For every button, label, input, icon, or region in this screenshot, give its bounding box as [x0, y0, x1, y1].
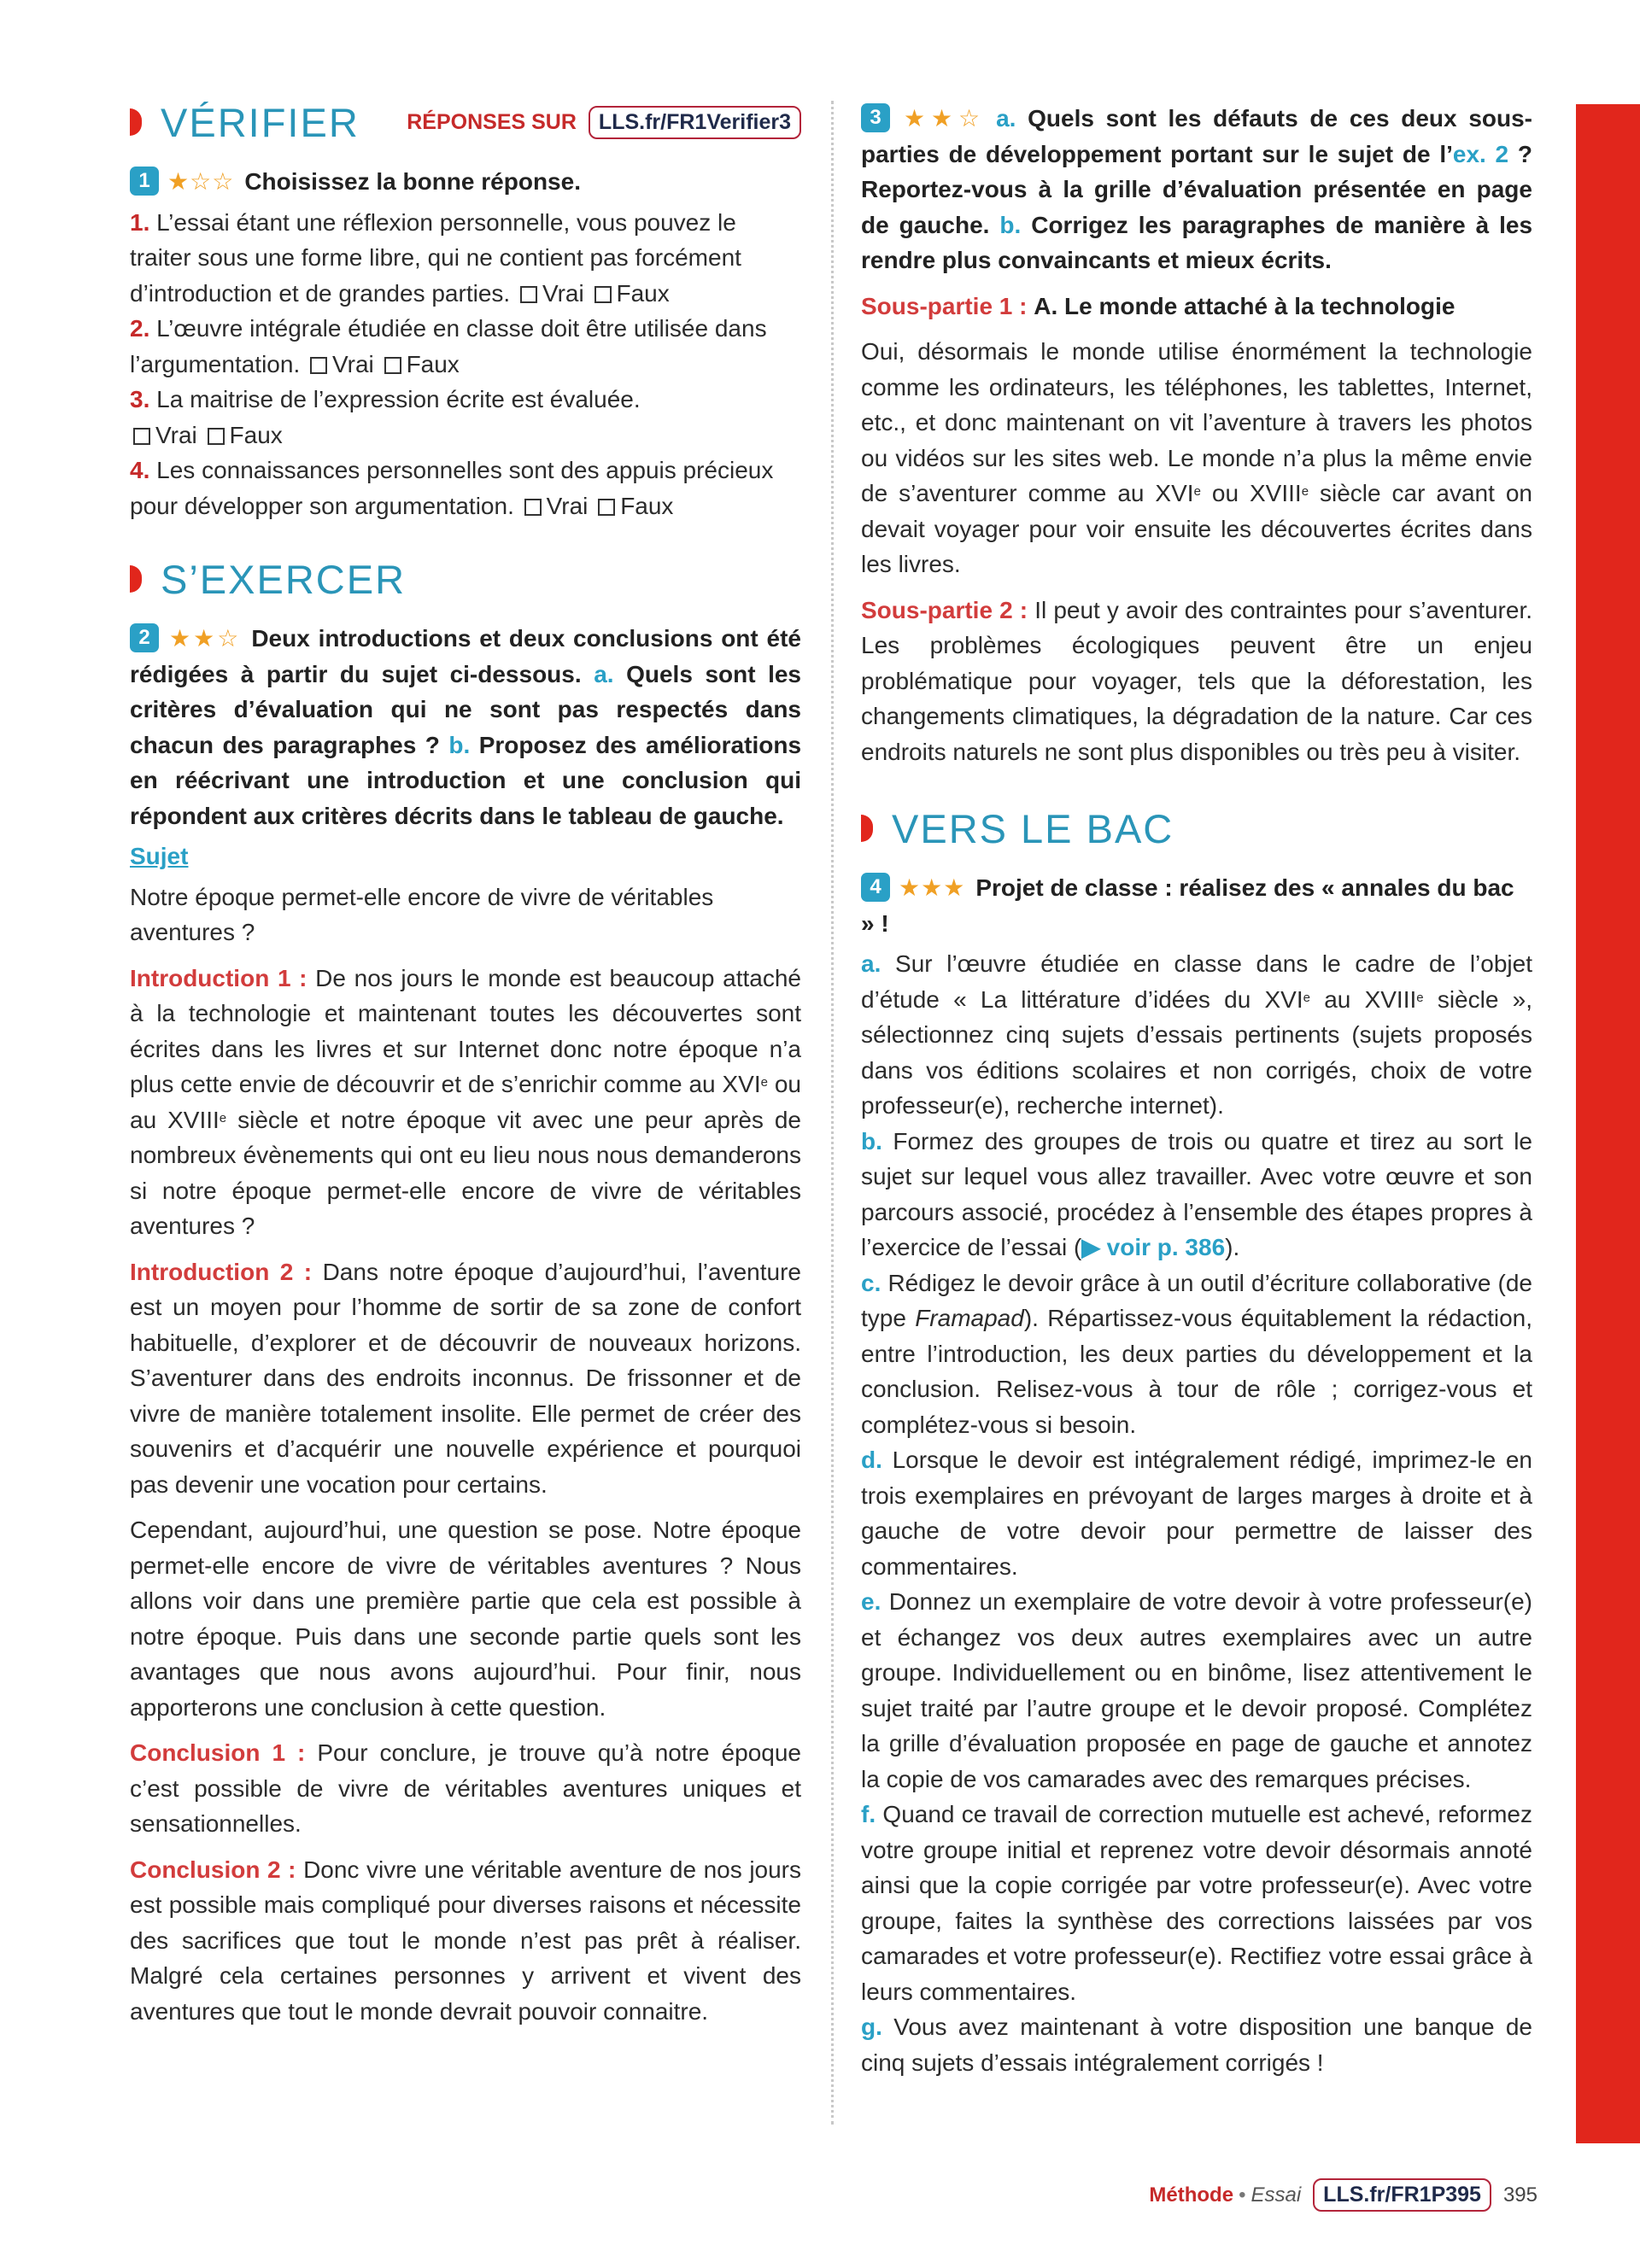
- step-a: a. Sur l’œuvre étudiée en classe dans le cadre de l’objet d’étude « La littérature d’idées du XVIe au XVIIIe siècle », sélectionnez cinq sujets d’essais pertinents (sujets proposés dans vos éditions scolaires et non corrigés, choix de votre professeur(e), recherche internet).: [861, 950, 1532, 1119]
- quiz-item-2: 2. L’œuvre intégrale étudiée en classe doit être utilisée dans l’argumentation. Vrai Faux: [130, 315, 767, 377]
- bac-header: [861, 798, 1532, 858]
- answers-label: RÉPONSES SUR: [407, 109, 577, 134]
- step-g: g. Vous avez maintenant à votre disposition une banque de cinq sujets d’essais intégralement corrigés !: [861, 2014, 1533, 2076]
- exercer-header: [130, 549, 801, 609]
- step-e: e. Donnez un exemplaire de votre devoir à votre professeur(e) et échangez vos deux autres exemplaires avec un autre groupe. Individuellement ou en binôme, lisez attentivement le sujet traité par l’autre groupe et le devoir proposé. Complétez la grille d’évaluation proposée en page de gauche et annotez la copie de vos camarades avec des remarques précises.: [861, 1588, 1532, 1792]
- exercise-number-badge: 1: [130, 167, 159, 196]
- exercise-2-heading: 2 ★★☆ Deux introductions et deux conclusions ont été rédigées à partir du sujet ci-dessous. a. Quels sont les critères d’évaluation qui ne sont pas respectés dans chacun des paragraphes ? b. Proposez des améliorations en réécrivant une introduction et une conclusion qui répondent aux critères décrits dans le tableau de gauche.: [130, 621, 801, 833]
- introduction-2: Introduction 2 : Dans notre époque d’aujourd’hui, l’aventure est un moyen pour l’homme de sortir de sa zone de confort habituelle, d’explorer et de découvrir de nouveaux horizons. S’aventurer dans des endroits inconnus. De frissonner et de vivre de manière totalement insolite. Elle permet de créer des souvenirs et d’acquérir une nouvelle expérience et pourquoi pas devenir une vocation pour certains.: [130, 1258, 801, 1498]
- quiz-item-1: 1. L’essai étant une réflexion personnelle, vous pouvez le traiter sous une forme libre, qui ne contient pas forcément d’introduction et de grandes parties. Vrai Faux: [130, 208, 741, 307]
- exercise-instruction: Choisissez la bonne réponse.: [244, 168, 581, 195]
- voir-page-link[interactable]: ▶ voir p. 386: [1081, 1234, 1226, 1260]
- footer-section: Méthode: [1149, 2183, 1234, 2207]
- section-marker-icon: [130, 565, 142, 593]
- right-column: [861, 92, 1532, 2080]
- quiz-item-3: 3. La maitrise de l’expression écrite est évaluée. Vrai Faux: [130, 386, 641, 448]
- exercise-4-heading: 4 ★★★ Projet de classe : réalisez des « annales du bac » !: [861, 870, 1532, 941]
- checkbox-faux[interactable]: [598, 499, 615, 516]
- checkbox-vrai[interactable]: [310, 357, 327, 374]
- section-title: S’EXERCER: [161, 556, 407, 602]
- step-d: d. Lorsque le devoir est intégralement rédigé, imprimez-le en trois exemplaires en prévoyant de larges marges à droite et à gauche de votre devoir pour permettre de laisser des commentaires.: [861, 1447, 1533, 1580]
- page-footer: [1128, 2178, 1538, 2212]
- section-marker-icon: [130, 108, 142, 136]
- left-column: [130, 92, 801, 2029]
- introduction-2-continued: Cependant, aujourd’hui, une question se pose. Notre époque permet-elle encore de vivre de véritables aventures ? Nous allons voir dans une première partie que cela est possible à notre époque. Puis dans une seconde partie quels sont les avantages que nous avons aujourd’hui. Pour finir, nous apporterons une conclusion à cette question.: [130, 1517, 801, 1721]
- exercise-3-heading: 3 ★★☆ a. Quels sont les défauts de ces deux sous-parties de développement portant sur le sujet de l’ex. 2 ? Reportez-vous à la grille d’évaluation présentée en page de gauche. b. Corrigez les paragraphes de manière à les rendre plus convaincants et mieux écrits.: [861, 101, 1532, 278]
- checkbox-faux[interactable]: [594, 286, 612, 303]
- step-c: c. Rédigez le devoir grâce à un outil d’écriture collaborative (de type Framapad). Répartissez-vous équitablement la rédaction, entre l’introduction, les deux parties du développement et la conclusion. Relisez-vous à tour de rôle ; corrigez-vous et complétez-vous si besoin.: [861, 1269, 1532, 1438]
- section-title: VERS LE BAC: [892, 805, 1174, 851]
- verifier-header: [130, 92, 801, 152]
- exercise-reference-link[interactable]: ex. 2: [1452, 140, 1509, 167]
- introduction-1: Introduction 1 : De nos jours le monde est beaucoup attaché à la technologie et maintenant toutes les découvertes sont écrites dans les livres et sur Internet donc notre époque n’a plus cette envie de découvrir et de s’enrichir comme au XVIe ou au XVIIIe siècle et notre époque vit avec une peur après de nombreux évènements qui ont eu lieu nous nous demanderons si notre époque permet-elle encore de vivre de véritables aventures ?: [130, 964, 801, 1239]
- sous-partie-1-text: Oui, désormais le monde utilise énormément la technologie comme les ordinateurs, les téléphones, les tablettes, Internet, etc., et donc maintenant on vit l’aventure à travers les photos ou vidéos sur les sites web. Le monde n’a plus la même envie de s’aventurer comme au XVIe ou XVIIIe siècle car avant on devait voyager pour voir ensuite les découvertes écrites dans les livres.: [861, 338, 1532, 577]
- checkbox-vrai[interactable]: [520, 286, 537, 303]
- checkbox-faux[interactable]: [208, 428, 225, 445]
- difficulty-stars-icon: ★☆☆: [167, 168, 235, 195]
- sujet-label: Sujet: [130, 843, 189, 869]
- sous-partie-2: Sous-partie 2 : Il peut y avoir des contraintes pour s’aventurer. Les problèmes écologiques peuvent être un enjeu problématique pour voyager, tels que la déforestation, les changements climatiques, la dégradation de la nature. Car ces endroits naturels ne sont plus disponibles ou très peu à visiter.: [861, 596, 1533, 765]
- answers-link-group: [407, 106, 801, 139]
- exercise-number-badge: 4: [861, 873, 890, 902]
- footer-separator: •: [1239, 2183, 1246, 2207]
- section-marker-icon: [861, 815, 873, 842]
- step-f: f. Quand ce travail de correction mutuelle est achevé, reformez votre groupe initial et reprenez votre devoir désormais annoté ainsi que la copie corrigée par votre professeur(e). Avec votre groupe, faites la synthèse des corrections laissées par vos camarades et votre professeur(e). Rectifiez votre essai grâce à leurs commentaires.: [861, 1801, 1532, 2005]
- step-b: b. Formez des groupes de trois ou quatre et tirez au sort le sujet sur lequel vous allez travailler. Avec votre œuvre et son parcours associé, procédez à l’ensemble des étapes propres à l’exercice de l’essai (▶ voir p. 386).: [861, 1127, 1532, 1260]
- exercise-1-heading: [130, 164, 801, 200]
- red-edge-band: [1576, 104, 1640, 2143]
- footer-link[interactable]: LLS.fr/FR1P395: [1313, 2178, 1491, 2212]
- conclusion-1: Conclusion 1 : Pour conclure, je trouve qu’à notre époque c’est possible de vivre de véritables aventures uniques et sensationnelles.: [130, 1739, 801, 1837]
- sujet-text: Notre époque permet-elle encore de vivre de véritables aventures ?: [130, 883, 714, 945]
- quiz-item-4: 4. Les connaissances personnelles sont des appuis précieux pour développer son argumentation. Vrai Faux: [130, 457, 774, 519]
- difficulty-stars-icon: ★★★: [899, 874, 966, 901]
- conclusion-2: Conclusion 2 : Donc vivre une véritable aventure de nos jours est possible mais compliqué pour diverses raisons et nécessite des sacrifices que tout le monde n’est pas prêt à réaliser. Malgré cela certaines personnes y arrivent et vivent des aventures que tout le monde devrait pouvoir connaitre.: [130, 1856, 802, 2025]
- exercise-number-badge: 3: [861, 103, 890, 132]
- difficulty-stars-icon: ★★☆: [899, 105, 987, 132]
- page-number: 395: [1502, 2183, 1538, 2207]
- checkbox-vrai[interactable]: [133, 428, 150, 445]
- exercise-number-badge: 2: [130, 623, 159, 652]
- column-divider: [831, 101, 834, 2125]
- checkbox-faux[interactable]: [384, 357, 401, 374]
- sous-partie-1-heading: Sous-partie 1 : A. Le monde attaché à la technologie: [861, 292, 1456, 319]
- section-title: VÉRIFIER: [161, 99, 360, 145]
- checkbox-vrai[interactable]: [524, 499, 542, 516]
- answers-link[interactable]: LLS.fr/FR1Verifier3: [589, 106, 801, 139]
- difficulty-stars-icon: ★★☆: [167, 625, 242, 652]
- footer-subsection: Essai: [1250, 2183, 1302, 2207]
